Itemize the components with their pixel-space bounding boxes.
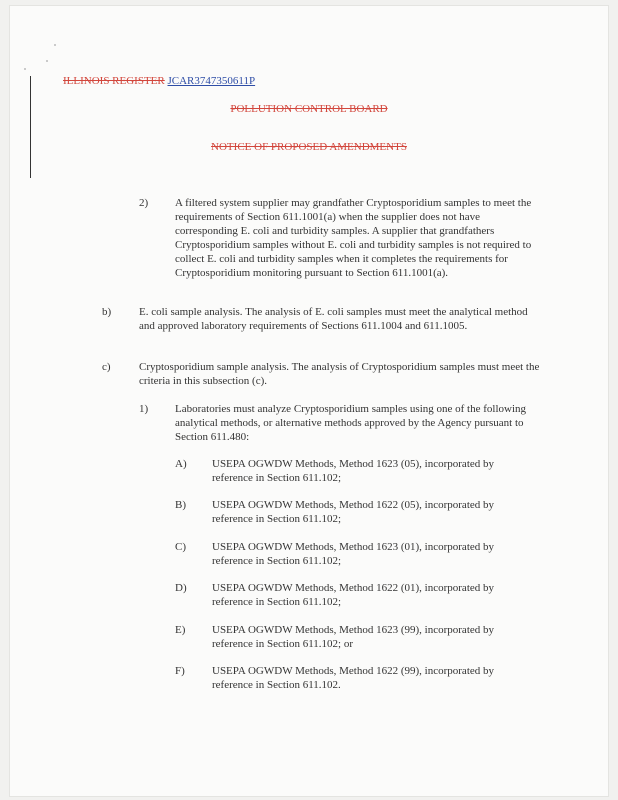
item-number: 1): [139, 403, 149, 415]
item-number: A): [175, 458, 187, 470]
register-header: [63, 75, 255, 87]
item-number: F): [175, 665, 185, 677]
paragraph-text: A filtered system supplier may grandfather Cryptosporidium samples to meet the requirements of Section 611.1001(a) when the supplier does not have corresponding E. coli and turbidity samples. A supplier that grandfathers Cryptosporidium samples without E. coli and turbidity samples is not required to collect E. coli and turbidity samples when it completes the requirements for Cryptosporidium monitoring pursuant to Section 611.1001(a).: [175, 197, 532, 279]
paragraph-text: USEPA OGWDW Methods, Method 1623 (99), incorporated by reference in Section 611.102; or: [212, 624, 495, 650]
notice-heading: [0, 141, 618, 153]
scan-speck: [46, 60, 48, 62]
board-heading: [0, 103, 618, 115]
paragraph-text: USEPA OGWDW Methods, Method 1622 (05), incorporated by reference in Section 611.102;: [212, 499, 495, 525]
paragraph-text: Cryptosporidium sample analysis. The analysis of Cryptosporidium samples must meet the criteria in this subsection (c).: [139, 361, 540, 387]
scan-speck: [24, 68, 26, 70]
deleted-notice-title: NOTICE OF PROPOSED AMENDMENTS: [211, 141, 407, 153]
item-number: c): [102, 361, 111, 373]
inserted-jcar-code: JCAR3747350611P: [167, 75, 256, 87]
item-number: E): [175, 624, 186, 636]
item-number: 2): [139, 197, 149, 209]
paragraph-text: USEPA OGWDW Methods, Method 1622 (01), incorporated by reference in Section 611.102;: [212, 582, 495, 608]
deleted-board-title: POLLUTION CONTROL BOARD: [230, 103, 388, 115]
item-number: B): [175, 499, 186, 511]
paragraph-text: USEPA OGWDW Methods, Method 1623 (01), incorporated by reference in Section 611.102;: [212, 541, 495, 567]
deleted-register-title: ILLINOIS REGISTER: [63, 75, 165, 87]
revision-margin-bar: [30, 76, 31, 178]
item-number: D): [175, 582, 187, 594]
paragraph-text: Laboratories must analyze Cryptosporidium samples using one of the following analytical methods, or alternative methods approved by the Agency pursuant to Section 611.480:: [175, 403, 527, 443]
paragraph-text: E. coli sample analysis. The analysis of E. coli samples must meet the analytical method and approved laboratory requirements of Sections 611.1004 and 611.1005.: [139, 306, 528, 332]
item-number: b): [102, 306, 112, 318]
paragraph-text: USEPA OGWDW Methods, Method 1622 (99), incorporated by reference in Section 611.102.: [212, 665, 495, 691]
scan-speck: [54, 44, 56, 46]
item-number: C): [175, 541, 186, 553]
paragraph-text: USEPA OGWDW Methods, Method 1623 (05), incorporated by reference in Section 611.102;: [212, 458, 495, 484]
